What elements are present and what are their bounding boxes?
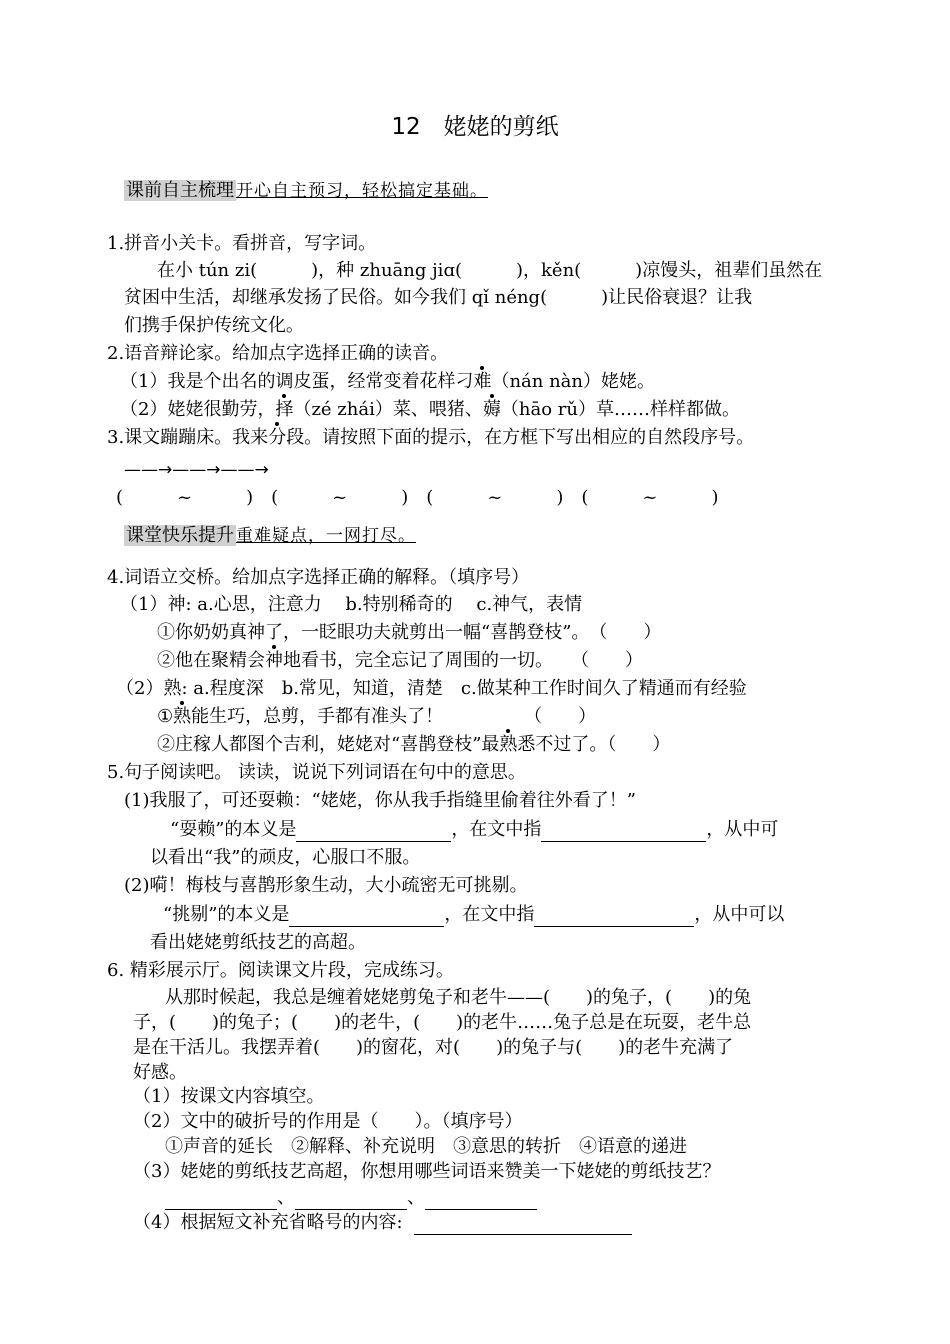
answer-blank[interactable] xyxy=(414,1216,632,1235)
answer-blank[interactable] xyxy=(541,823,706,842)
text: ① xyxy=(157,706,174,727)
text: ②庄稼人都图个吉利，姥姥对“喜鹊登枝”最 xyxy=(157,734,500,755)
answer-blank[interactable] xyxy=(295,1191,407,1210)
text: ，从中可 xyxy=(706,819,779,840)
q2-item-2 xyxy=(120,398,740,422)
section-motto: 重难疑点，一网打尽。 xyxy=(236,526,416,546)
section-header-classroom xyxy=(124,523,416,549)
q1-line-3: 们携手保护传统文化。 xyxy=(124,315,304,336)
text: （hāo rǔ）草……样样都做。 xyxy=(500,399,740,420)
q1-line-1: 在小 tún zi( )，种 zhuāng jiɑ( )，kěn( )凉馒头，祖辈们虽然在 xyxy=(157,260,823,281)
text: （4）根据短文补充省略号的内容: xyxy=(133,1212,403,1233)
q6-item-3-blanks xyxy=(165,1186,537,1210)
q6-passage-1: 从那时候起，我总是缠着姥姥剪兔子和老牛——( )的兔子，( )的兔 xyxy=(165,987,752,1008)
section-header-preview xyxy=(124,178,488,204)
text: （1）我是个出名的调皮蛋，经常变着花样刁 xyxy=(120,371,474,392)
answer-blank[interactable] xyxy=(289,908,444,927)
q5-item-1-cont: 以看出“我”的顽皮，心服口不服。 xyxy=(150,847,421,868)
text: “耍赖”的本义是 xyxy=(170,819,297,840)
text: （zé zhái）菜、喂猪、 xyxy=(293,399,483,420)
q5-item-1 xyxy=(170,818,778,842)
section-tag: 课前自主梳理 xyxy=(126,180,234,201)
dotted-char: 薅 xyxy=(482,399,501,420)
q3-ranges: ( ~ ) ( ~ ) ( ~ ) ( ~ ) xyxy=(116,487,719,508)
q2-item-1 xyxy=(120,370,655,394)
dotted-char: 熟 xyxy=(173,706,192,727)
dotted-char: 择 xyxy=(275,399,294,420)
separator: 、 xyxy=(407,1187,425,1208)
q6-passage-4: 好感。 xyxy=(133,1062,187,1083)
answer-blank[interactable] xyxy=(534,908,694,927)
q4-sub-2: （2）熟: a.程度深 b.常见，知道，清楚 c.做某种工作时间久了精通而有经验 xyxy=(116,678,747,699)
text: 能生巧，总剪，手都有准头了！ （ ） xyxy=(191,706,597,727)
q4-sub-1: （1）神: a.心思，注意力 b.特别稀奇的 c.神气，表情 xyxy=(120,594,583,615)
q4-sub-1-a: ①你奶奶真神了，一眨眼功夫就剪出一幅“喜鹊登枝”。 （ ） xyxy=(157,622,662,643)
text: ，在文中指 xyxy=(444,904,535,925)
answer-blank[interactable] xyxy=(165,1191,277,1210)
text: 段。请按照下面的提示，在方框下写出相应的自然段序号。 xyxy=(286,427,755,448)
q4-sub-1-b xyxy=(157,649,643,673)
q4-sub-2-b xyxy=(157,733,670,757)
text: ，在文中指 xyxy=(451,819,542,840)
q4-heading: 4.词语立交桥。给加点字选择正确的解释。（填序号） xyxy=(107,567,530,588)
q2-heading: 2.语音辩论家。给加点字选择正确的读音。 xyxy=(107,343,449,364)
q1-line-2: 贫困中生活，却继承发扬了民俗。如今我们 qǐ néng( )让民俗衰退？让我 xyxy=(124,287,753,308)
answer-blank[interactable] xyxy=(296,823,451,842)
text: （2）姥姥很勤劳， xyxy=(120,399,276,420)
text: （nán nàn）姥姥。 xyxy=(491,371,656,392)
q6-item-2-options: ①声音的延长 ②解释、补充说明 ③意思的转折 ④语意的递进 xyxy=(165,1136,687,1157)
q5-sentence-1: (1)我服了，可还耍赖：“姥姥，你从我手指缝里偷着往外看了！” xyxy=(124,790,636,811)
q6-item-2: （2）文中的破折号的作用是（ ）。（填序号） xyxy=(133,1111,523,1132)
separator: 、 xyxy=(277,1187,295,1208)
text: ，从中可以 xyxy=(694,904,785,925)
q6-heading: 6. 精彩展示厅。阅读课文片段，完成练习。 xyxy=(107,960,454,981)
q3-heading xyxy=(107,426,754,450)
q5-sentence-2: (2)嗬！梅枝与喜鹊形象生动，大小疏密无可挑剔。 xyxy=(124,875,528,896)
section-motto: 开心自主预习，轻松搞定基础。 xyxy=(236,181,488,201)
dotted-char: 神 xyxy=(265,650,283,671)
q6-item-1: （1）按课文内容填空。 xyxy=(133,1086,325,1107)
answer-blank[interactable] xyxy=(425,1191,537,1210)
q6-item-4 xyxy=(133,1211,632,1235)
dotted-char: 熟 xyxy=(499,734,518,755)
text: ②他在聚精会 xyxy=(157,650,265,671)
text: 3.课文蹦蹦床。我来 xyxy=(107,427,269,448)
q5-heading: 5.句子阅读吧。 读读，说说下列词语在句中的意思。 xyxy=(107,762,526,783)
q6-item-3: （3）姥姥的剪纸技艺高超，你想用哪些词语来赞美一下姥姥的剪纸技艺？ xyxy=(133,1161,721,1182)
q5-item-2 xyxy=(163,903,784,927)
q3-arrows: ——→——→——→ xyxy=(124,460,269,480)
q4-sub-2-a xyxy=(157,705,596,729)
q6-passage-3: 是在干活儿。我摆弄着( )的窗花，对( )的兔子与( )的老牛充满了 xyxy=(133,1037,734,1058)
text: 地看书，完全忘记了周围的一切。 （ ） xyxy=(283,650,643,671)
dotted-char: 难 xyxy=(473,371,492,392)
dotted-char: 分 xyxy=(268,427,287,448)
q1-heading: 1.拼音小关卡。看拼音，写字词。 xyxy=(107,233,377,254)
q5-item-2-cont: 看出姥姥剪纸技艺的高超。 xyxy=(150,932,366,953)
text: “挑剔”的本义是 xyxy=(163,904,290,925)
page-title: 12 姥姥的剪纸 xyxy=(391,114,559,140)
text: 悉不过了。（ ） xyxy=(517,734,671,755)
section-tag: 课堂快乐提升 xyxy=(126,525,234,546)
q6-passage-2: 子，( )的兔子；( )的老牛，( )的老牛……兔子总是在玩耍，老牛总 xyxy=(133,1012,752,1033)
